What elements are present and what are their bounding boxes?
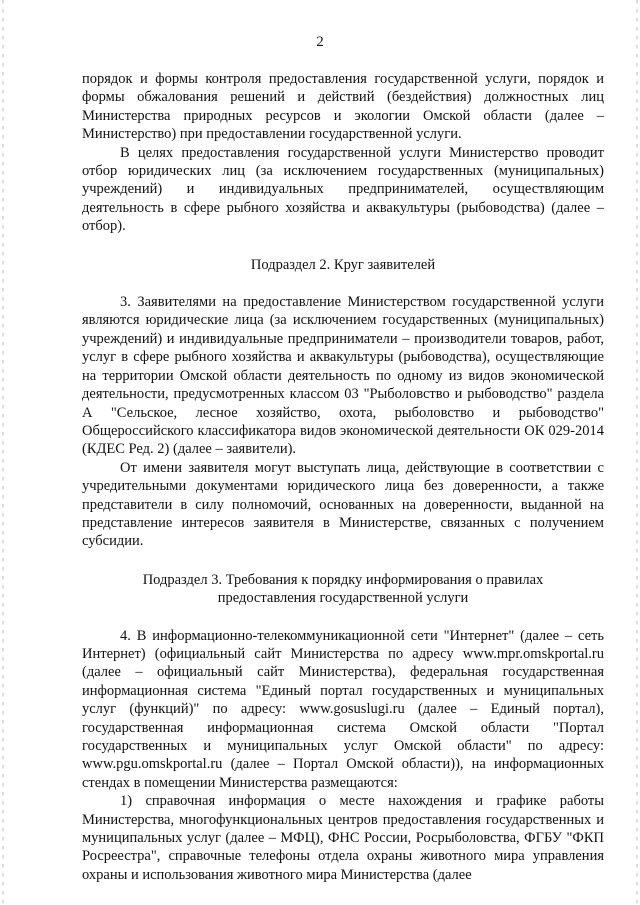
paragraph-applicants: 3. Заявителями на предоставление Министерством государственной услуги являются юридические лица (за исключением государственных (муниципальных) учреждений) и индивидуальные предприниматели – производители товаров, работ, услуг в сфере рыбного хозяйства и аквакультуры (рыбоводства), осуществляющие на территории Омской области деятельность по одному из видов экономической деятельности, предусмотренных классом 03 "Рыболовство и рыбоводство" раздела А "Сельское, лесное хозяйство, охота, рыболовство и рыбоводство" Общероссийского классификатора видов экономической деятельности ОК 029-2014 (КДЕС Ред. 2) (далее – заявители). bbox=[82, 294, 604, 458]
section-heading-informing-line2: предоставления государственной услуги bbox=[217, 590, 469, 607]
scan-edge-left bbox=[2, 0, 4, 905]
scan-edge-right bbox=[636, 0, 638, 905]
paragraph-continuation: порядок и формы контроля предоставления государственной услуги, порядок и формы обжалования решений и действий (бездействия) должностных лиц Министерства природных ресурсов и экологии Омской области (далее – Министерство) при предоставлении государственной услуги. bbox=[82, 71, 604, 143]
paragraph-internet-info: 4. В информационно-телекоммуникационной сети "Интернет" (далее – сеть Интернет) (официальный сайт Министерства по адресу www.mpr.omskportal.ru (далее – официальный сайт Министерства), федеральная государственная информационная система "Единый портал государственных и муниципальных услуг (функций)" по адресу: www.gosuslugi.ru (далее – Единый портал), государственная информационная система Омской области "Портал государственных и муниципальных услуг Омской области" по адресу: www.pgu.omskportal.ru (далее – Портал Омской области)), на информационных стендах в помещении Министерства размещаются: bbox=[82, 627, 604, 791]
section-heading-applicants: Подраздел 2. Круг заявителей bbox=[250, 256, 436, 273]
paragraph-selection-purpose: В целях предоставления государственной услуги Министерство проводит отбор юридических лиц (за исключением государственных (муниципальных) учреждений) и индивидуальных предпринимателей, осуществляющим деятельность в сфере рыбного хозяйства и аквакультуры (рыбоводства) (далее – отбор). bbox=[82, 144, 604, 235]
page-number: 2 bbox=[316, 34, 324, 50]
section-heading-informing bbox=[82, 571, 604, 608]
paragraph-reference-info: 1) справочная информация о месте нахождения и графике работы Министерства, многофункциональных центров предоставления государственных и муниципальных услуг (далее – МФЦ), ФНС России, Росрыболовства, ФГБУ "ФКП Росреестра", справочные телефоны отдела охраны животного мира управления охраны и использования животного мира Министерства (далее bbox=[82, 793, 604, 883]
section-heading-informing-line1: Подраздел 3. Требования к порядку информирования о правилах bbox=[142, 571, 544, 588]
paragraph-representatives: От имени заявителя могут выступать лица, действующие в соответствии с учредительными документами юридического лица без доверенности, а также представители в силу полномочий, основанных на доверенности, выданной на представление интересов заявителя в Министерстве, связанных с получением субсидии. bbox=[82, 459, 604, 550]
document-body bbox=[82, 70, 604, 884]
